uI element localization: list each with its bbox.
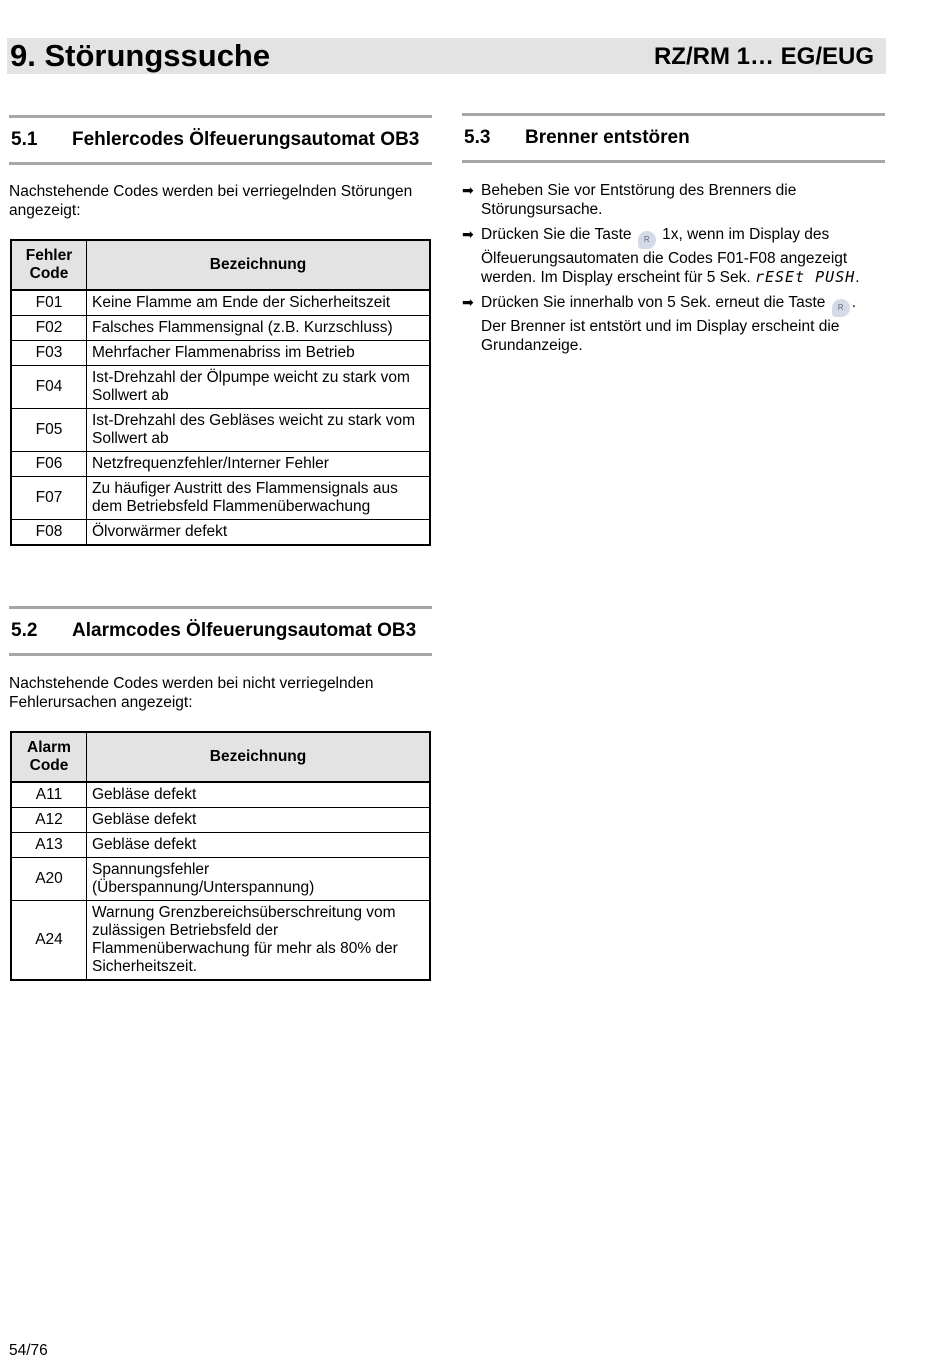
row-description: Gebläse defekt <box>87 808 431 833</box>
step-text: Drücken Sie innerhalb von 5 Sek. erneut die Taste <box>481 294 826 311</box>
table-row <box>11 366 430 409</box>
column-header-description: Bezeichnung <box>87 732 431 782</box>
step-text: Drücken Sie die Taste <box>481 226 632 243</box>
table-row <box>11 316 430 341</box>
reset-key-icon: R <box>832 299 850 317</box>
row-description: Gebläse defekt <box>87 833 431 858</box>
row-description: Netzfrequenzfehler/Interner Fehler <box>87 452 431 477</box>
error-code-table <box>10 239 431 546</box>
section-number: 5.1 <box>11 129 38 150</box>
reset-steps-list <box>462 181 882 361</box>
table-row <box>11 290 430 316</box>
step-text: Der Brenner ist entstört und im Display erscheint die Grundanzeige. <box>481 318 840 354</box>
section-5-3-heading <box>462 113 885 163</box>
table-row <box>11 833 430 858</box>
row-description: Ölvorwärmer defekt <box>87 520 431 546</box>
arrow-right-icon: ➡ <box>462 294 474 310</box>
table-row <box>11 858 430 901</box>
table-row <box>11 341 430 366</box>
row-description: Spannungsfehler (Überspannung/Unterspannung) <box>87 858 431 901</box>
row-code: A11 <box>11 782 87 808</box>
table-row <box>11 808 430 833</box>
model-label: RZ/RM 1… EG/EUG <box>653 43 874 70</box>
row-code: F01 <box>11 290 87 316</box>
row-code: F06 <box>11 452 87 477</box>
arrow-right-icon: ➡ <box>462 226 474 242</box>
step-text: Beheben Sie vor Entstörung des Brenners die Störungsursache. <box>481 182 797 218</box>
list-item: ➡ Drücken Sie innerhalb von 5 Sek. erneut die Taste R . Der Brenner ist entstört und im Display erscheint die Grundanzeige. <box>462 294 856 354</box>
section-5-1-heading <box>9 115 432 165</box>
page-header <box>7 38 886 74</box>
display-reset-push: rESEt PUSH <box>754 268 856 286</box>
table-row <box>11 452 430 477</box>
list-item: ➡ Drücken Sie die Taste R 1x, wenn im Display des Ölfeuerungsautomaten die Codes F01-F08 angezeigt werden. Im Display erscheint für 5 Sek. rESEt PUSH. <box>462 226 860 286</box>
page-number: 54/76 <box>9 1342 48 1359</box>
section-number: 5.2 <box>11 620 38 641</box>
section-5-2-intro: Nachstehende Codes werden bei nicht verriegelnden Fehlerursachen angezeigt: <box>9 675 374 711</box>
row-code: F08 <box>11 520 87 546</box>
row-code: F07 <box>11 477 87 520</box>
row-description: Mehrfacher Flammenabriss im Betrieb <box>87 341 431 366</box>
column-header-code: Alarm Code <box>11 732 87 782</box>
table-row <box>11 520 430 546</box>
table-row <box>11 409 430 452</box>
row-description: Ist-Drehzahl der Ölpumpe weicht zu stark vom Sollwert ab <box>87 366 431 409</box>
row-code: A13 <box>11 833 87 858</box>
arrow-right-icon: ➡ <box>462 182 474 198</box>
row-code: F04 <box>11 366 87 409</box>
section-title: Fehlercodes Ölfeuerungsautomat OB3 <box>72 129 420 150</box>
section-number: 5.3 <box>464 127 491 148</box>
row-code: A20 <box>11 858 87 901</box>
row-code: F03 <box>11 341 87 366</box>
row-description: Falsches Flammensignal (z.B. Kurzschluss) <box>87 316 431 341</box>
alarm-code-table <box>10 731 431 981</box>
row-description: Warnung Grenzbereichsüberschreitung vom zulässigen Betriebsfeld der Flammenüberwachung für mehr als 80% der Sicherheitszeit. <box>87 901 431 981</box>
row-code: A24 <box>11 901 87 981</box>
section-title: Brenner entstören <box>525 127 690 148</box>
section-5-2-heading <box>9 606 432 656</box>
table-row <box>11 477 430 520</box>
reset-key-icon: R <box>638 231 656 249</box>
row-code: A12 <box>11 808 87 833</box>
row-description: Gebläse defekt <box>87 782 431 808</box>
row-description: Zu häufiger Austritt des Flammensignals aus dem Betriebsfeld Flammenüberwachung <box>87 477 431 520</box>
row-description: Ist-Drehzahl des Gebläses weicht zu stark vom Sollwert ab <box>87 409 431 452</box>
chapter-title: 9. Störungssuche <box>10 38 271 73</box>
row-description: Keine Flamme am Ende der Sicherheitszeit <box>87 290 431 316</box>
table-row <box>11 782 430 808</box>
step-text: 1x, wenn im Display des Ölfeuerungsautomaten die Codes F01-F08 angezeigt werden. Im Display erscheint für 5 Sek. <box>481 226 848 286</box>
error-code-rows <box>11 290 430 545</box>
column-header-code: Fehler Code <box>11 240 87 290</box>
list-item <box>462 181 882 219</box>
row-code: F05 <box>11 409 87 452</box>
row-code: F02 <box>11 316 87 341</box>
column-header-description: Bezeichnung <box>87 240 431 290</box>
alarm-code-rows <box>11 782 430 980</box>
table-row <box>11 901 430 981</box>
section-title: Alarmcodes Ölfeuerungsautomat OB3 <box>72 620 417 641</box>
section-5-1-intro: Nachstehende Codes werden bei verriegelnden Störungen angezeigt: <box>9 183 413 219</box>
